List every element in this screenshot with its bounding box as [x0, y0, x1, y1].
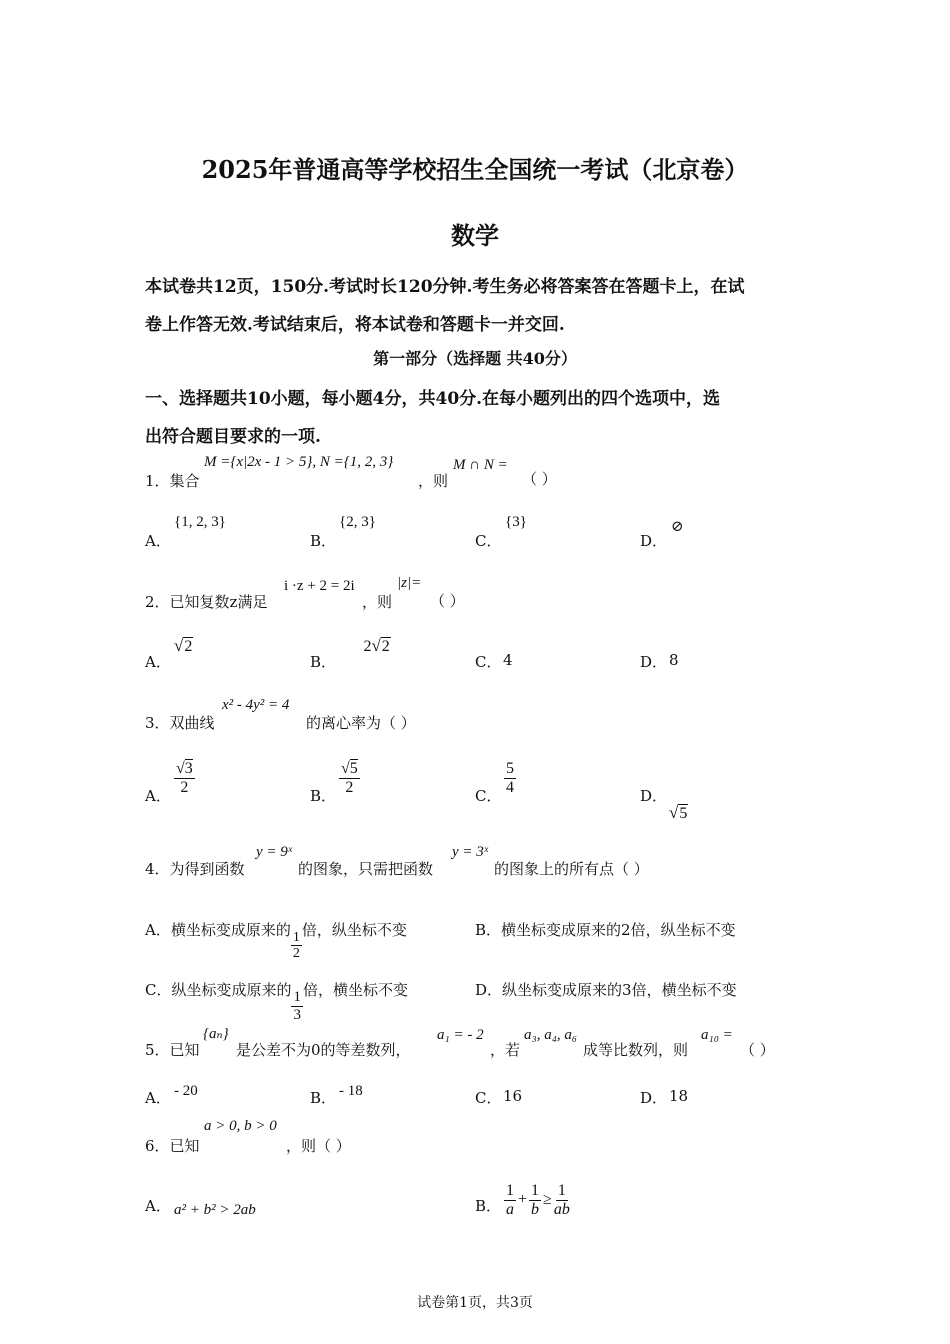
q2-option-c: 4: [503, 651, 513, 669]
section1-line-1: 一、选择题共10小题，每小题4分，共40分.在每小题列出的四个选项中，选: [145, 389, 721, 409]
q2-option-b-radicand: 2: [381, 638, 390, 655]
q4-option-a-post: 倍，纵坐标不变: [301, 921, 407, 939]
q3-option-b-den: 2: [345, 778, 354, 796]
q5-sequence: {aₙ}: [203, 1026, 229, 1042]
q3-option-b-label: B．: [310, 787, 337, 805]
q5-option-b-label: B．: [310, 1089, 337, 1107]
q6-option-a: a² + b² > 2ab: [174, 1202, 256, 1218]
q6-option-b-n2: 1: [531, 1182, 540, 1199]
intro-line-1: 本试卷共12页，150分.考试时长120分钟.考生务必将答案答在答题卡上，在试: [145, 277, 745, 297]
q4-option-c-frac-num: 1: [293, 989, 301, 1005]
q5-terms: a₃, a₄, a₆: [524, 1027, 578, 1043]
q2-mid: ，则: [362, 593, 393, 611]
q3-option-c-den: 4: [506, 778, 514, 796]
q5-option-c-label: C．: [475, 1089, 502, 1107]
q5-paren: （ ）: [740, 1041, 775, 1059]
q4-function-1: y = 9ˣ: [256, 844, 293, 860]
q3-option-a: $\frac{√3}{2}$: [176, 760, 193, 796]
q2-equation: i ·z + 2 = 2i: [284, 578, 355, 594]
q1-option-c: {3}: [505, 514, 527, 530]
q4-option-c-pre: C．纵坐标变成原来的: [145, 981, 292, 999]
q5-prefix: 5．已知: [145, 1041, 200, 1059]
q6-option-a-label: A．: [145, 1197, 171, 1215]
q5-mid-2: ，若: [490, 1041, 521, 1059]
q6-option-b: [504, 1182, 570, 1218]
q5-option-c: 16: [503, 1087, 523, 1105]
q5-option-a-label: A．: [145, 1089, 171, 1107]
q2-option-a: √2: [174, 636, 193, 655]
section1-line-2: 出符合题目要求的一项.: [145, 427, 321, 447]
q6-condition: a > 0, b > 0: [204, 1118, 277, 1134]
q2-option-b: 2√2: [363, 636, 390, 655]
q3-suffix: 的离心率为（ ）: [306, 714, 416, 732]
q3-option-b: $\frac{√5}{2}$: [341, 760, 358, 796]
q3-option-a-label: A．: [145, 787, 171, 805]
q1-option-d: ⊘: [671, 519, 684, 535]
q1-set-expr: M ={x|2x - 1 > 5}, N ={1, 2, 3}: [204, 454, 394, 470]
q4-function-2: y = 3ˣ: [452, 844, 489, 860]
q2-option-c-label: C．: [475, 653, 502, 671]
q1-prefix: 1．集合: [145, 472, 200, 490]
q3-equation: x² - 4y² = 4: [222, 697, 290, 713]
q6-option-b-d3: ab: [553, 1200, 570, 1218]
q5-mid-3: 成等比数列，则: [583, 1041, 689, 1059]
q5-a1: a₁ = - 2: [437, 1027, 484, 1043]
q3-option-d: √5: [669, 803, 688, 822]
q2-paren: （ ）: [430, 592, 465, 610]
q4-option-a-frac-den: 2: [292, 946, 300, 962]
q1-option-a: {1, 2, 3}: [174, 514, 226, 530]
q6-option-b-frac-3: [554, 1182, 570, 1218]
q5-option-a: - 20: [174, 1083, 198, 1099]
q4-prefix: 4．为得到函数: [145, 860, 245, 878]
q4-option-c-post: 倍，横坐标不变: [302, 981, 408, 999]
q6-option-b-frac-2: [529, 1182, 541, 1218]
q1-paren: （ ）: [522, 470, 557, 488]
q5-option-d: 18: [669, 1087, 689, 1105]
q5-option-d-label: D．: [640, 1089, 668, 1107]
q4-mid: 的图象，只需把函数: [298, 860, 434, 878]
q1-option-b: {2, 3}: [339, 514, 376, 530]
q2-option-d-label: D．: [640, 653, 668, 671]
q6-prefix: 6．已知: [145, 1137, 200, 1155]
q4-option-a-pre: A．横坐标变成原来的: [145, 921, 291, 939]
q2-option-b-label: B．: [310, 653, 337, 671]
q5-a10: a₁₀ =: [701, 1027, 733, 1043]
q4-option-c: [145, 979, 408, 1023]
q1-option-c-label: C．: [475, 532, 502, 550]
intro-line-2: 卷上作答无效.考试结束后，将本试卷和答题卡一并交回.: [145, 315, 565, 335]
q2-option-d: 8: [669, 651, 679, 669]
q2-option-a-label: A．: [145, 653, 171, 671]
subject-title: 数学: [451, 221, 499, 250]
q4-suffix: 的图象上的所有点（ ）: [494, 860, 649, 878]
q3-option-a-den: 2: [180, 778, 189, 796]
q4-option-c-frac-den: 3: [293, 1006, 301, 1023]
q6-option-b-d2: b: [531, 1200, 540, 1218]
q3-prefix: 3．双曲线: [145, 714, 215, 732]
q3-option-d-label: D．: [640, 787, 668, 805]
q6-option-b-n1: 1: [506, 1182, 514, 1199]
q6-option-b-op1: +: [518, 1191, 528, 1209]
q6-option-b-frac-1: [504, 1182, 516, 1218]
q2-prefix: 2．已知复数z满足: [145, 593, 268, 611]
q4-option-a: [145, 919, 407, 962]
q6-option-b-n3: 1: [557, 1182, 566, 1199]
q1-question-expr: M ∩ N =: [453, 457, 508, 473]
q6-suffix: ，则（ ）: [286, 1137, 351, 1155]
q1-option-d-label: D．: [640, 532, 668, 550]
q6-option-b-label: B．: [475, 1197, 502, 1215]
q3-option-b-num: 5: [349, 760, 358, 777]
q3-option-c-num: 5: [506, 760, 514, 777]
page-footer: 试卷第1页，共3页: [417, 1295, 533, 1311]
q1-option-b-label: B．: [310, 532, 337, 550]
q3-option-a-num: 3: [184, 760, 193, 777]
q4-option-d: D．纵坐标变成原来的3倍，横坐标不变: [475, 981, 737, 999]
q3-option-c: [504, 760, 516, 796]
q4-option-b: B．横坐标变成原来的2倍，纵坐标不变: [475, 921, 736, 939]
q5-mid-1: 是公差不为0的等差数列，: [236, 1041, 411, 1059]
q1-option-a-label: A．: [145, 532, 171, 550]
q2-question-expr: |z|=: [397, 575, 422, 591]
q6-option-b-d1: a: [506, 1200, 514, 1218]
q3-option-c-label: C．: [475, 787, 502, 805]
q4-option-a-frac: [291, 930, 302, 962]
q5-option-b: - 18: [339, 1083, 363, 1099]
q4-option-a-frac-num: 1: [292, 930, 300, 945]
q2-option-a-radicand: 2: [184, 638, 193, 655]
q3-option-d-radicand: 5: [679, 805, 688, 822]
q1-mid: ，则: [418, 472, 449, 490]
q2-option-b-coef: 2: [363, 638, 372, 655]
exam-title: 2025年普通高等学校招生全国统一考试（北京卷）: [201, 155, 749, 184]
q4-option-c-frac: [291, 989, 303, 1023]
q6-option-b-op2: ≥: [543, 1191, 552, 1209]
part1-heading: 第一部分（选择题 共40分）: [373, 349, 577, 368]
